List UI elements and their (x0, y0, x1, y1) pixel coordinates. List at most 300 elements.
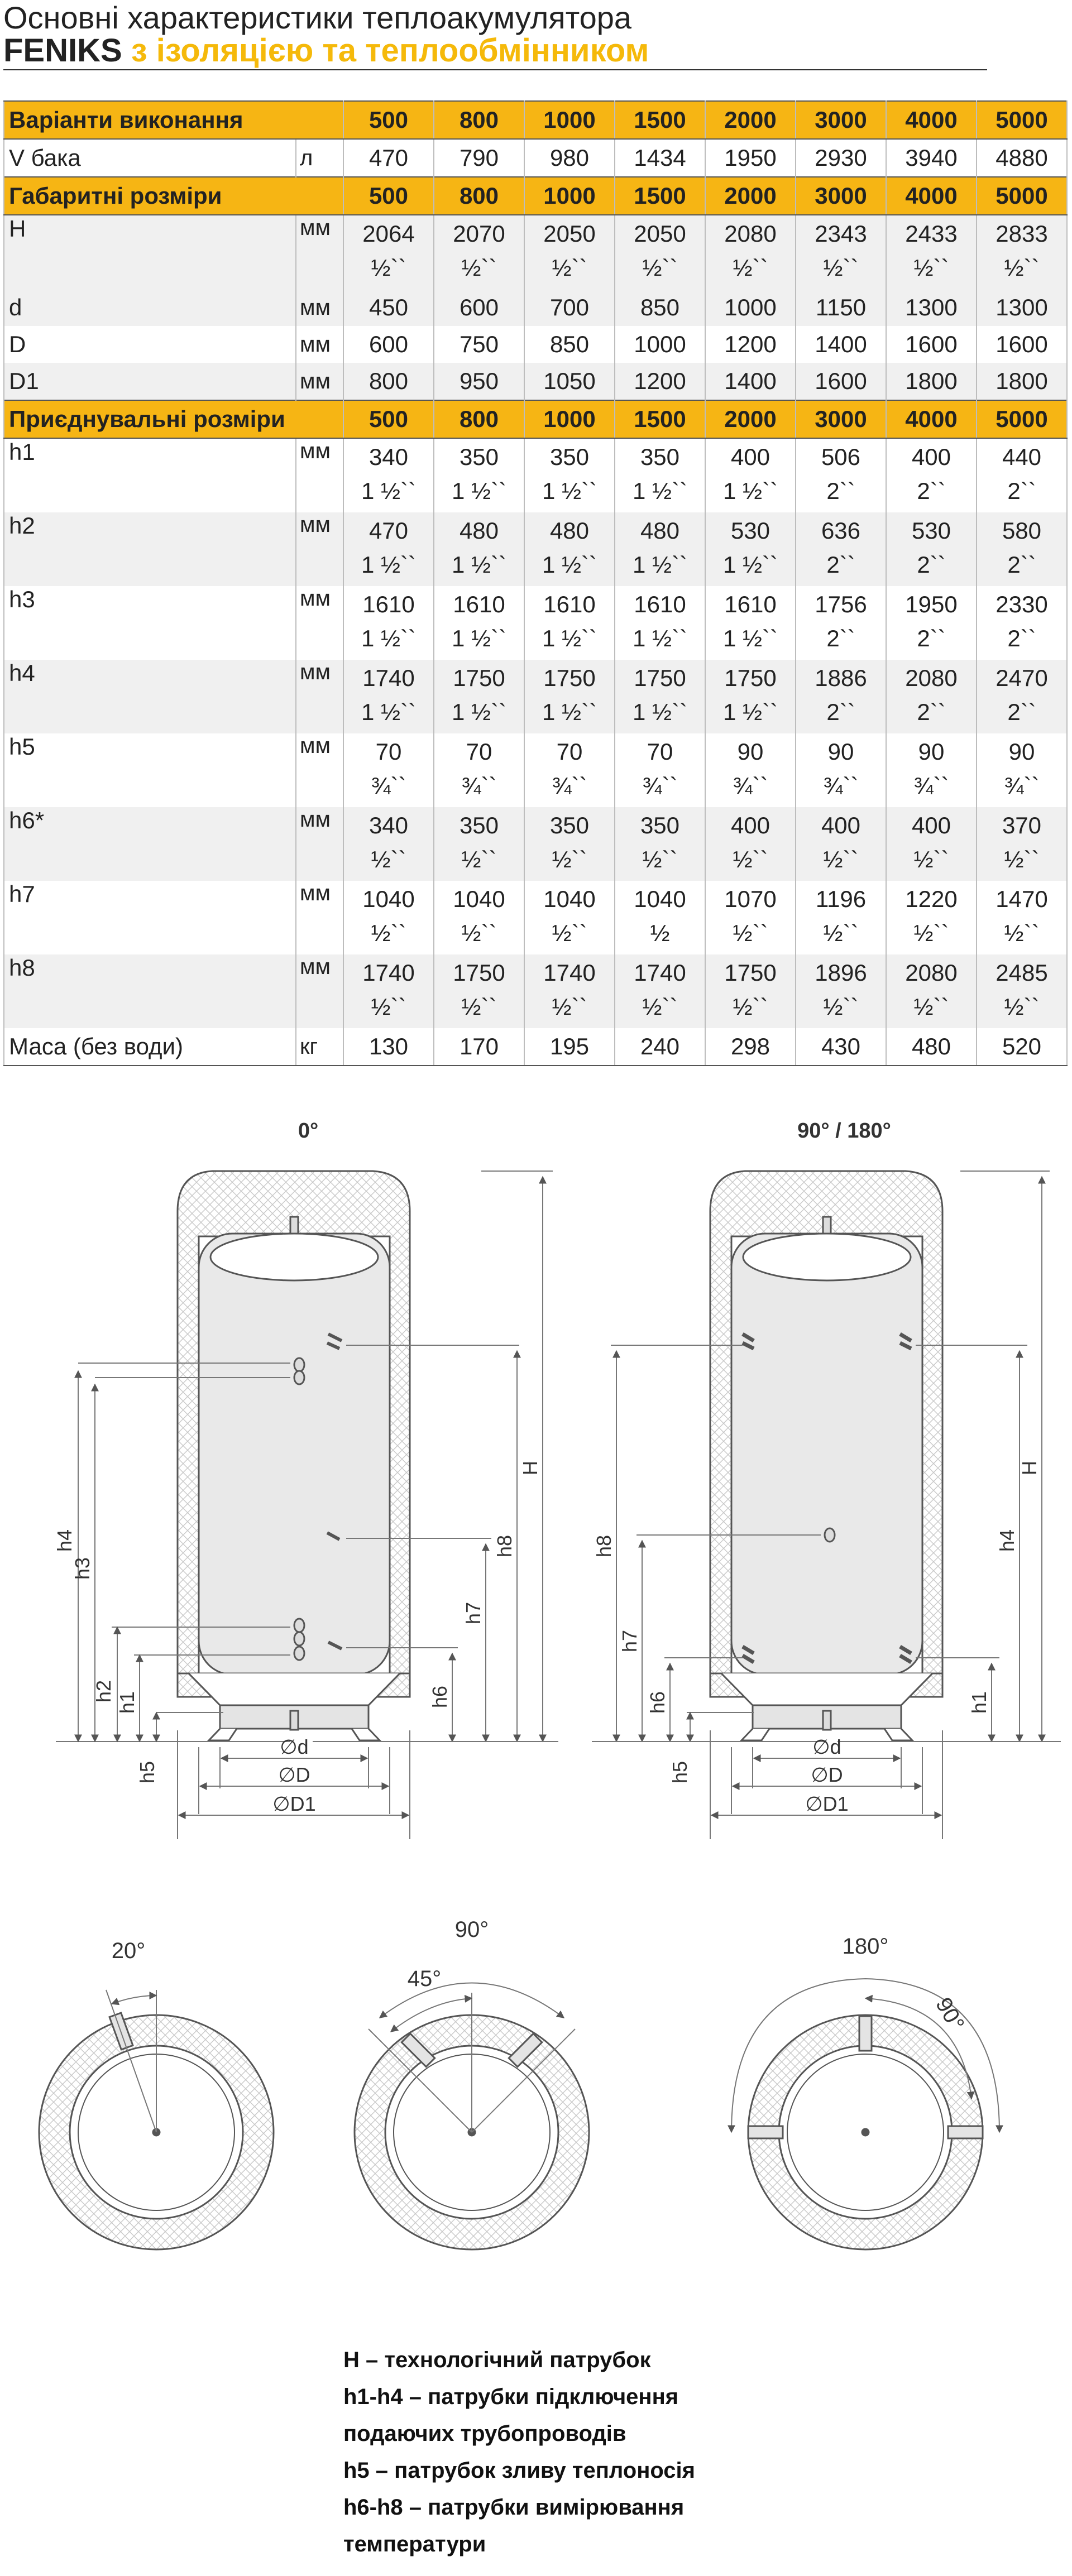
variant-header-cell: 5000 (977, 177, 1067, 215)
variant-header-cell: 5000 (977, 400, 1067, 438)
table-row (4, 438, 1067, 512)
table-cell (977, 660, 1067, 733)
fitting-size: 1 ½`` (451, 625, 507, 651)
fitting-size: ½`` (1004, 994, 1040, 1020)
table-cell (524, 807, 615, 881)
dimension-value: 580 (1002, 517, 1042, 544)
brand-name: FENIKS (3, 32, 122, 69)
table-cell: 240 (615, 1028, 705, 1066)
section-header-label: Приєднувальні розміри (4, 400, 343, 438)
table-cell (977, 807, 1067, 881)
dimension-value: 1750 (453, 960, 505, 986)
table-cell (434, 586, 524, 660)
table-cell (343, 586, 434, 660)
table-cell: 170 (434, 1028, 524, 1066)
variant-header-cell: 2000 (705, 101, 796, 139)
fitting-size: ½`` (913, 255, 949, 281)
table-cell (343, 512, 434, 586)
fitting-size: 1 ½`` (542, 625, 597, 651)
fitting-size: ½`` (913, 920, 949, 946)
table-cell (705, 215, 796, 289)
dimension-value: 90 (1008, 738, 1035, 765)
dim-h6-left: h6 (428, 1685, 451, 1709)
dimension-value: 70 (647, 738, 673, 765)
variant-header-cell: 1500 (615, 101, 705, 139)
fitting-size: ¾`` (733, 773, 768, 799)
fitting-size: ½`` (823, 846, 859, 872)
variant-header-cell: 1500 (615, 400, 705, 438)
table-cell: 2930 (796, 139, 886, 177)
table-cell: 1600 (886, 326, 977, 363)
dimension-value: 400 (821, 812, 861, 838)
table-row (4, 289, 1067, 326)
angle-180-label: 180° (842, 1934, 889, 1959)
table-cell: 700 (524, 289, 615, 326)
fitting-size: ½`` (552, 920, 587, 946)
fitting-size: ½`` (823, 255, 859, 281)
table-cell: 1200 (705, 326, 796, 363)
dimension-value: 70 (375, 738, 402, 765)
fitting-size: ½`` (733, 920, 768, 946)
row-unit: кг (296, 1028, 343, 1066)
table-cell: 450 (343, 289, 434, 326)
table-cell: 1434 (615, 139, 705, 177)
table-cell (796, 438, 886, 512)
variant-header-cell: 4000 (886, 400, 977, 438)
table-row (4, 326, 1067, 363)
side-view-90-180 (710, 1171, 942, 1740)
fitting-size: 1 ½`` (451, 699, 507, 725)
table-cell (886, 881, 977, 954)
dimension-value: 1756 (815, 591, 867, 617)
table-cell: 600 (434, 289, 524, 326)
table-cell (886, 215, 977, 289)
dimension-value: 370 (1002, 812, 1042, 838)
product-title (3, 33, 649, 68)
table-cell: 1300 (977, 289, 1067, 326)
table-cell: 3940 (886, 139, 977, 177)
dimension-value: 400 (911, 812, 951, 838)
table-cell: 790 (434, 139, 524, 177)
fitting-size: ½`` (371, 920, 406, 946)
angle-90b-label: 90° (931, 1993, 969, 2035)
dimension-value: 480 (459, 517, 499, 544)
dimension-value: 1040 (453, 886, 505, 912)
dimension-value: 400 (730, 444, 770, 470)
row-unit: л (296, 139, 343, 177)
dimension-value: 2080 (905, 665, 958, 691)
top-view-20deg (39, 1990, 274, 2249)
variant-header-cell: 4000 (886, 177, 977, 215)
table-cell: 520 (977, 1028, 1067, 1066)
table-cell (615, 881, 705, 954)
table-cell (434, 660, 524, 733)
variant-header-cell: 800 (434, 177, 524, 215)
fitting-size: ½`` (552, 994, 587, 1020)
dimension-value: 70 (466, 738, 492, 765)
legend-line: h1-h4 – патрубки підключення (343, 2385, 679, 2409)
page-title: Основні характеристики теплоакумулятора (3, 0, 632, 35)
section-header-row (4, 177, 1067, 215)
table-cell (524, 586, 615, 660)
fitting-size: ½`` (552, 846, 587, 872)
dim-D1-left: ∅D1 (272, 1792, 316, 1815)
table-cell (343, 438, 434, 512)
dimension-value: 440 (1002, 444, 1042, 470)
dimension-value: 530 (911, 517, 951, 544)
table-cell (705, 512, 796, 586)
table-cell: 850 (615, 289, 705, 326)
dimension-value: 480 (640, 517, 680, 544)
table-row (4, 733, 1067, 807)
table-cell: 470 (343, 139, 434, 177)
legend-line: подаючих трубопроводів (343, 2421, 626, 2446)
variant-header-cell: 5000 (977, 101, 1067, 139)
table-cell (977, 215, 1067, 289)
fitting-size: ½`` (913, 994, 949, 1020)
fitting-size: ½`` (913, 846, 949, 872)
dimension-value: 2330 (996, 591, 1048, 617)
dimension-value: 340 (368, 812, 409, 838)
table-cell (886, 733, 977, 807)
fitting-size: 1 ½`` (632, 699, 688, 725)
dimension-value: 2833 (996, 220, 1048, 247)
fitting-size: ¾`` (552, 773, 587, 799)
fitting-size: 2`` (917, 625, 946, 651)
table-cell (343, 807, 434, 881)
dimension-value: 350 (640, 444, 680, 470)
fitting-size: 2`` (1007, 699, 1036, 725)
dim-h8-right: h8 (592, 1534, 615, 1558)
dimension-value: 1740 (362, 665, 415, 691)
dimension-value: 1040 (362, 886, 415, 912)
table-cell: 195 (524, 1028, 615, 1066)
fitting-size: ½`` (642, 255, 678, 281)
table-cell (434, 512, 524, 586)
fitting-size: ½`` (733, 846, 768, 872)
table-cell: 1050 (524, 363, 615, 400)
table-cell (524, 954, 615, 1028)
fitting-size: 1 ½`` (722, 625, 778, 651)
dimension-value: 350 (549, 444, 590, 470)
fitting-size: ½`` (371, 255, 406, 281)
fitting-size: ½`` (823, 994, 859, 1020)
fitting-size: 1 ½`` (361, 478, 417, 504)
table-row (4, 807, 1067, 881)
table-cell (524, 733, 615, 807)
dimension-value: 1070 (724, 886, 777, 912)
dimension-value: 1950 (905, 591, 958, 617)
table-cell (524, 660, 615, 733)
fitting-size: 1 ½`` (632, 625, 688, 651)
fitting-size: ½`` (461, 846, 497, 872)
dimension-value: 1750 (724, 960, 777, 986)
dimension-value: 1750 (543, 665, 596, 691)
row-unit: мм (296, 807, 343, 881)
angle-0-label: 0° (298, 1119, 319, 1143)
table-cell: 600 (343, 326, 434, 363)
dimension-value: 350 (549, 812, 590, 838)
table-row (4, 363, 1067, 400)
table-cell: 1400 (796, 326, 886, 363)
row-label: D (4, 326, 296, 363)
fitting-size: ½`` (461, 920, 497, 946)
fitting-size: 1 ½`` (361, 699, 417, 725)
fitting-size: 2`` (826, 625, 855, 651)
row-label: h1 (4, 438, 296, 512)
legend-line: H – технологічний патрубок (343, 2348, 651, 2372)
variant-header-cell: 800 (434, 400, 524, 438)
section-header-label: Габаритні розміри (4, 177, 343, 215)
dimension-value: 480 (549, 517, 590, 544)
table-cell (796, 660, 886, 733)
dimension-value: 530 (730, 517, 770, 544)
dimension-value: 400 (730, 812, 770, 838)
table-cell (886, 512, 977, 586)
table-cell (796, 807, 886, 881)
table-cell: 1600 (977, 326, 1067, 363)
table-cell (886, 438, 977, 512)
table-cell: 1800 (977, 363, 1067, 400)
fitting-size: ½`` (552, 255, 587, 281)
dim-h2-left: h2 (92, 1680, 115, 1703)
dimension-value: 1196 (815, 886, 867, 912)
table-cell (615, 807, 705, 881)
dimension-value: 1610 (362, 591, 415, 617)
legend-line: h6-h8 – патрубки вимірювання (343, 2495, 685, 2520)
table-row (4, 881, 1067, 954)
variant-header-cell: 4000 (886, 101, 977, 139)
table-cell (615, 215, 705, 289)
variant-header-cell: 2000 (705, 400, 796, 438)
dim-D-left: ∅D (278, 1763, 310, 1786)
dimension-value: 2064 (362, 220, 415, 247)
table-cell: 800 (343, 363, 434, 400)
table-cell (343, 215, 434, 289)
table-cell (977, 586, 1067, 660)
fitting-size: 2`` (1007, 478, 1036, 504)
table-cell (434, 807, 524, 881)
table-cell (434, 438, 524, 512)
row-unit: мм (296, 733, 343, 807)
table-cell: 1000 (615, 326, 705, 363)
fitting-size: 1 ½`` (722, 699, 778, 725)
angle-90-180-label: 90° / 180° (797, 1119, 891, 1143)
row-unit: мм (296, 438, 343, 512)
fitting-size: ¾`` (823, 773, 859, 799)
fitting-size: 2`` (917, 699, 946, 725)
dimension-value: 90 (737, 738, 764, 765)
dimension-value: 470 (368, 517, 409, 544)
table-cell: 1400 (705, 363, 796, 400)
fitting-size: ½`` (642, 846, 678, 872)
table-cell: 980 (524, 139, 615, 177)
fitting-size: 2`` (917, 478, 946, 504)
table-cell: 480 (886, 1028, 977, 1066)
fitting-size: ¾`` (642, 773, 678, 799)
dim-h3-left: h3 (71, 1557, 94, 1580)
fitting-size: ¾`` (1004, 773, 1040, 799)
fitting-size: 1 ½`` (632, 551, 688, 578)
table-cell (705, 881, 796, 954)
fitting-size: 2`` (917, 551, 946, 578)
fitting-size: 1 ½`` (542, 551, 597, 578)
fitting-size: 1 ½`` (722, 551, 778, 578)
variant-header-cell: 3000 (796, 101, 886, 139)
table-cell (705, 660, 796, 733)
table-cell (615, 512, 705, 586)
table-cell (705, 807, 796, 881)
dimension-value: 350 (459, 444, 499, 470)
table-cell (886, 807, 977, 881)
dimension-value: 1470 (996, 886, 1048, 912)
fitting-size: ½`` (823, 920, 859, 946)
dimension-value: 340 (368, 444, 409, 470)
fitting-size: 2`` (826, 699, 855, 725)
title-divider (3, 69, 987, 70)
row-unit: мм (296, 363, 343, 400)
dimension-value: 350 (459, 812, 499, 838)
variant-header-cell: 2000 (705, 177, 796, 215)
fitting-size: 1 ½`` (451, 551, 507, 578)
row-unit: мм (296, 512, 343, 586)
variant-header-cell: 1000 (524, 101, 615, 139)
table-cell: 1300 (886, 289, 977, 326)
table-cell (796, 733, 886, 807)
table-cell: 430 (796, 1028, 886, 1066)
table-cell (796, 881, 886, 954)
dimension-value: 2485 (996, 960, 1048, 986)
row-label: h7 (4, 881, 296, 954)
table-row (4, 954, 1067, 1028)
dimension-value: 1750 (453, 665, 505, 691)
section-header-row (4, 101, 1067, 139)
table-cell (886, 586, 977, 660)
table-cell (615, 438, 705, 512)
fitting-size: 1 ½`` (451, 478, 507, 504)
table-cell (977, 438, 1067, 512)
fitting-size: ½`` (733, 994, 768, 1020)
table-row (4, 512, 1067, 586)
fitting-size: ½ (650, 920, 670, 946)
spec-table (3, 100, 1068, 1066)
row-unit: мм (296, 954, 343, 1028)
fitting-size: ¾`` (461, 773, 497, 799)
fitting-size: ½`` (733, 255, 768, 281)
table-cell (796, 512, 886, 586)
table-cell (977, 512, 1067, 586)
fitting-size: 1 ½`` (542, 699, 597, 725)
table-cell (615, 954, 705, 1028)
dimension-value: 2470 (996, 665, 1048, 691)
dim-h5-right: h5 (668, 1760, 691, 1784)
table-cell (977, 954, 1067, 1028)
dimension-value: 506 (821, 444, 861, 470)
dim-d-left: ∅d (280, 1735, 309, 1758)
table-cell: 4880 (977, 139, 1067, 177)
dimension-value: 1220 (905, 886, 958, 912)
table-cell: 1950 (705, 139, 796, 177)
fitting-size: ½`` (1004, 846, 1040, 872)
table-cell (524, 512, 615, 586)
variant-header-cell: 800 (434, 101, 524, 139)
fitting-size: ½`` (642, 994, 678, 1020)
variant-header-cell: 500 (343, 177, 434, 215)
fitting-size: ½`` (1004, 920, 1040, 946)
table-cell (434, 215, 524, 289)
row-unit: мм (296, 586, 343, 660)
table-cell (434, 954, 524, 1028)
row-label: d (4, 289, 296, 326)
spec-table-body (4, 101, 1067, 1066)
table-cell (615, 733, 705, 807)
technical-drawing (0, 1111, 1072, 2339)
dim-D1-right: ∅D1 (805, 1792, 849, 1815)
angle-45-label: 45° (407, 1966, 442, 1991)
dim-h7-left: h7 (462, 1601, 485, 1625)
table-cell: 298 (705, 1028, 796, 1066)
table-cell (434, 733, 524, 807)
row-label: H (4, 215, 296, 289)
dimension-value: 1610 (453, 591, 505, 617)
row-label: Маса (без води) (4, 1028, 296, 1066)
dimension-value: 350 (640, 812, 680, 838)
table-cell (705, 586, 796, 660)
variant-header-cell: 1500 (615, 177, 705, 215)
legend-line: h5 – патрубок зливу теплоносія (343, 2458, 695, 2483)
inner-tank-right (731, 1234, 922, 1675)
dimension-value: 2050 (634, 220, 686, 247)
legend (343, 2342, 846, 2563)
table-cell (977, 881, 1067, 954)
row-label: h3 (4, 586, 296, 660)
row-label: D1 (4, 363, 296, 400)
variant-header-cell: 3000 (796, 177, 886, 215)
fitting-size: ½`` (461, 255, 497, 281)
fitting-size: 1 ½`` (722, 478, 778, 504)
fitting-size: ½`` (461, 994, 497, 1020)
table-row (4, 139, 1067, 177)
dimension-value: 1740 (543, 960, 596, 986)
fitting-size: 1 ½`` (632, 478, 688, 504)
table-cell: 1150 (796, 289, 886, 326)
variant-header-cell: 1000 (524, 400, 615, 438)
table-cell (343, 954, 434, 1028)
table-cell: 130 (343, 1028, 434, 1066)
fitting-size: 2`` (1007, 625, 1036, 651)
table-cell (705, 733, 796, 807)
row-label: h5 (4, 733, 296, 807)
table-cell (796, 586, 886, 660)
table-cell: 750 (434, 326, 524, 363)
table-row (4, 660, 1067, 733)
dimension-value: 2070 (453, 220, 505, 247)
variant-header-cell: 500 (343, 101, 434, 139)
dim-h6-right: h6 (646, 1691, 669, 1714)
table-cell: 1800 (886, 363, 977, 400)
dim-h1-left: h1 (116, 1691, 138, 1714)
dimension-value: 1750 (634, 665, 686, 691)
row-unit: мм (296, 326, 343, 363)
dimension-value: 2433 (905, 220, 958, 247)
table-cell (796, 954, 886, 1028)
table-cell (886, 660, 977, 733)
fitting-size: 2`` (826, 478, 855, 504)
row-unit: мм (296, 215, 343, 289)
dimension-value: 1896 (815, 960, 867, 986)
fitting-size: 1 ½`` (361, 625, 417, 651)
row-label: h2 (4, 512, 296, 586)
